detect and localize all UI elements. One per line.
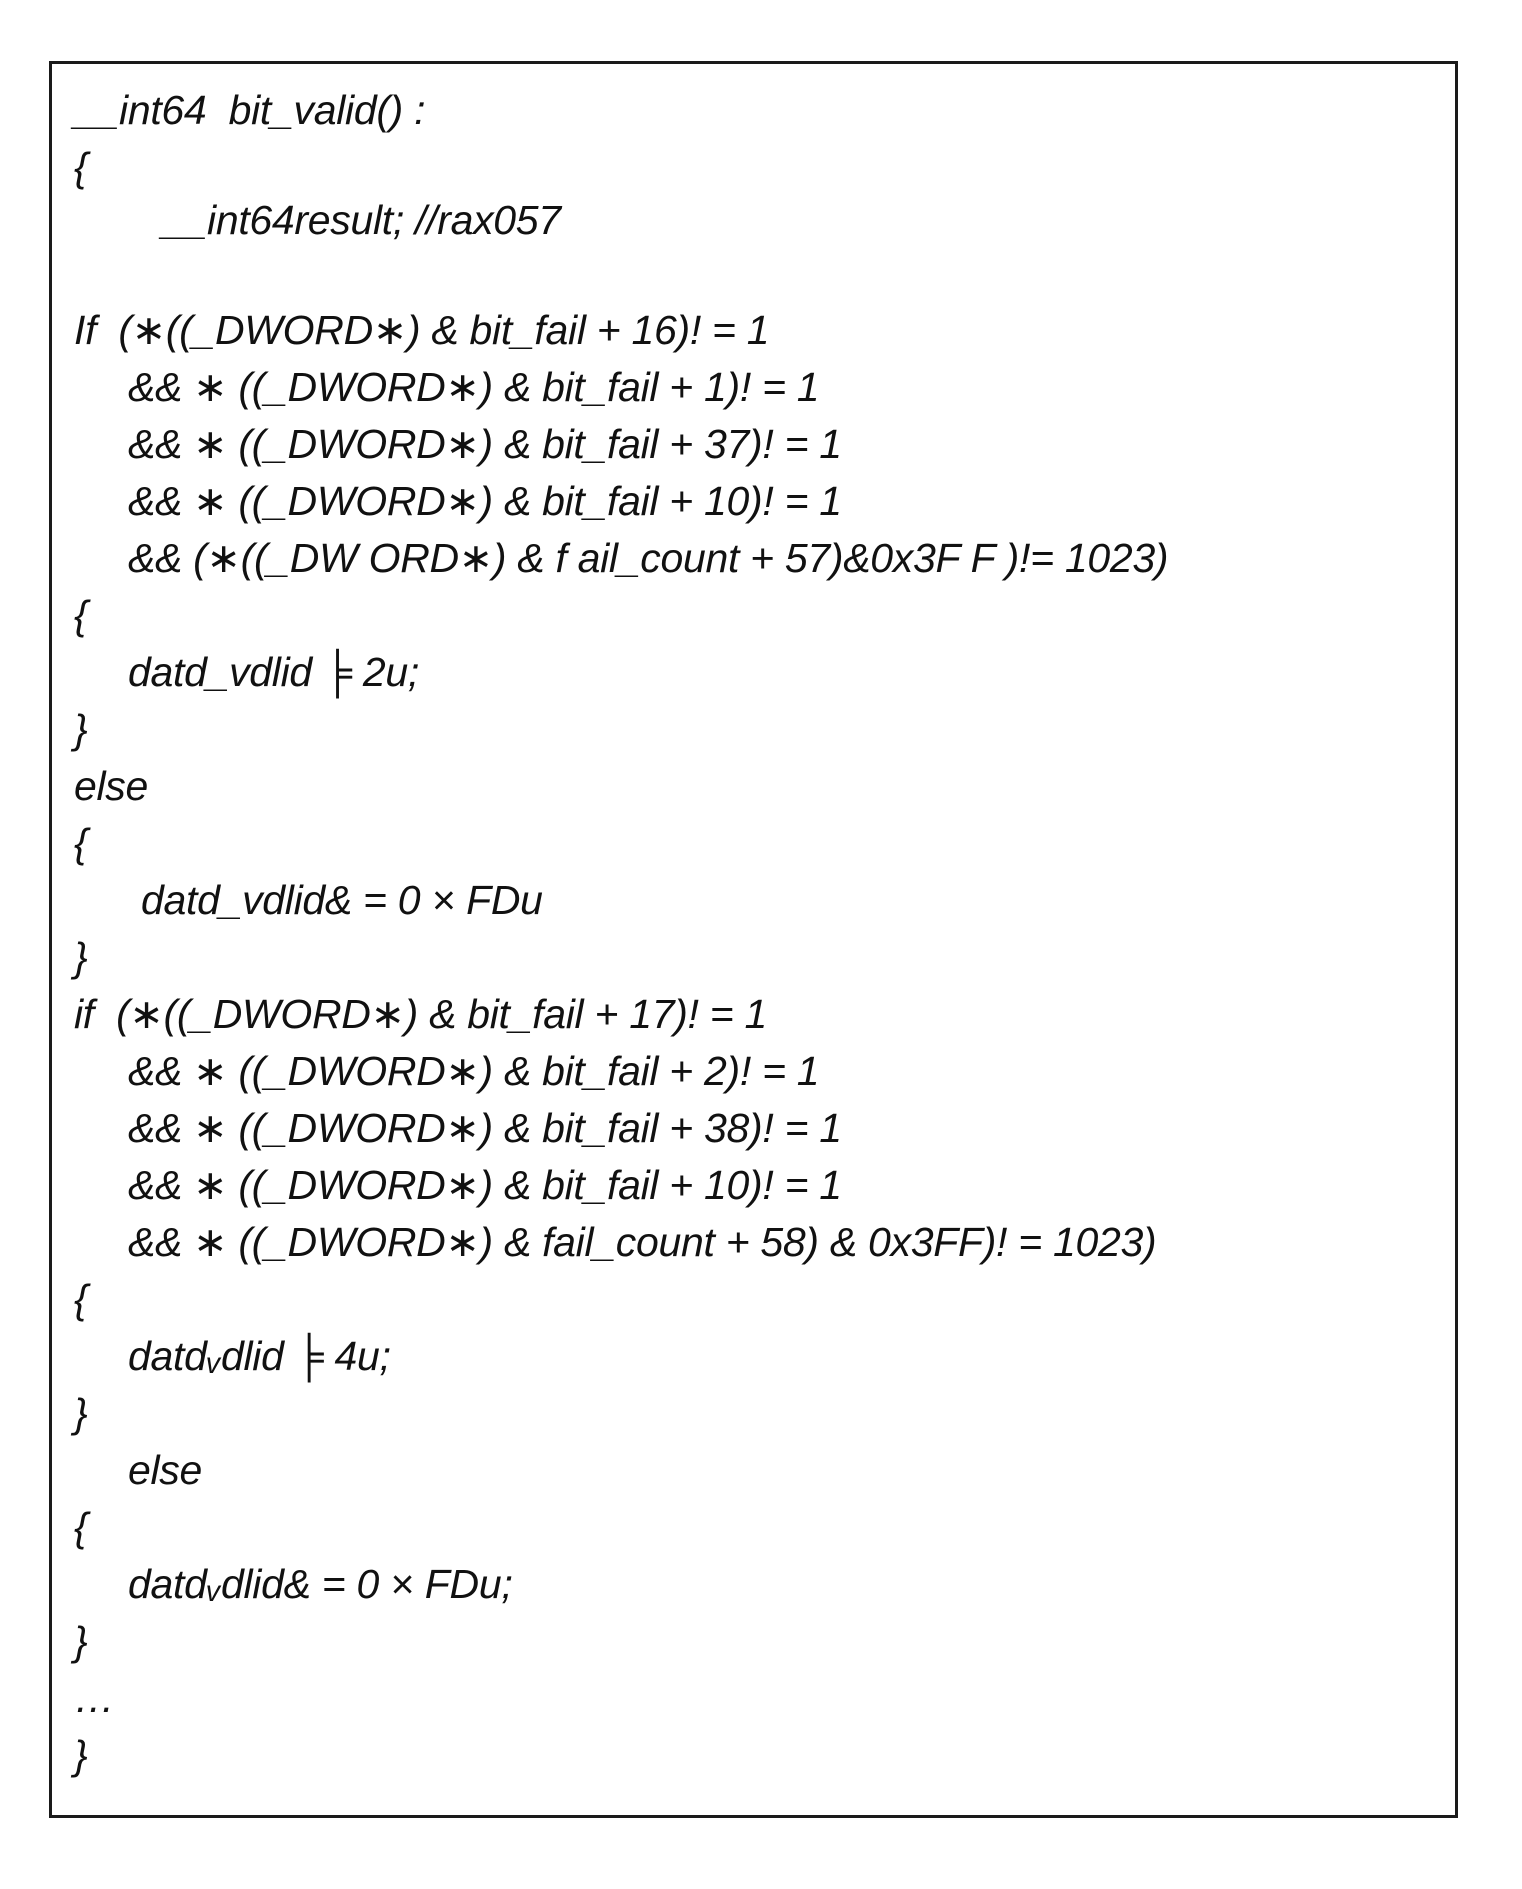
code-line-13: else	[74, 763, 149, 809]
code-line-7: && ∗ ((_DWORD∗) & bit_fail + 37)! = 1	[128, 421, 842, 467]
code-line-21: && ∗ ((_DWORD∗) & fail_count + 58) & 0x3FF)! = 1023)	[128, 1219, 1157, 1265]
code-line-23: datdᵥdlid ╞ 4u;	[128, 1333, 391, 1379]
code-line-9: && (∗((_DW ORD∗) & f ail_count + 57)&0x3F F )!= 1023)	[128, 535, 1169, 581]
code-line-5: If (∗((_DWORD∗) & bit_fail + 16)! = 1	[74, 307, 770, 353]
code-line-20: && ∗ ((_DWORD∗) & bit_fail + 10)! = 1	[128, 1162, 842, 1208]
code-line-27: datdᵥdlid& = 0 × FDu;	[128, 1561, 513, 1607]
code-line-19: && ∗ ((_DWORD∗) & bit_fail + 38)! = 1	[128, 1105, 842, 1151]
code-line-14: {	[74, 820, 88, 866]
code-line-25: else	[128, 1447, 203, 1493]
code-line-22: {	[74, 1276, 88, 1322]
code-line-11: datd_vdlid ╞ 2u;	[128, 649, 419, 695]
code-line-18: && ∗ ((_DWORD∗) & bit_fail + 2)! = 1	[128, 1048, 820, 1094]
code-line-8: && ∗ ((_DWORD∗) & bit_fail + 10)! = 1	[128, 478, 842, 524]
code-line-29: …	[74, 1675, 115, 1721]
code-line-30: }	[74, 1732, 88, 1778]
code-line-2: {	[74, 144, 88, 190]
code-line-26: {	[74, 1504, 88, 1550]
code-line-15: datd_vdlid& = 0 × FDu	[141, 877, 543, 923]
code-line-1: __int64 bit_valid() :	[74, 87, 426, 133]
code-line-12: }	[74, 706, 88, 752]
code-box	[49, 61, 1458, 1818]
code-line-10: {	[74, 592, 88, 638]
code-line-6: && ∗ ((_DWORD∗) & bit_fail + 1)! = 1	[128, 364, 820, 410]
code-line-16: }	[74, 934, 88, 980]
code-line-3: __int64result; //rax057	[162, 197, 561, 243]
code-line-17: if (∗((_DWORD∗) & bit_fail + 17)! = 1	[74, 991, 767, 1037]
code-line-24: }	[74, 1390, 88, 1436]
code-line-28: }	[74, 1618, 88, 1664]
